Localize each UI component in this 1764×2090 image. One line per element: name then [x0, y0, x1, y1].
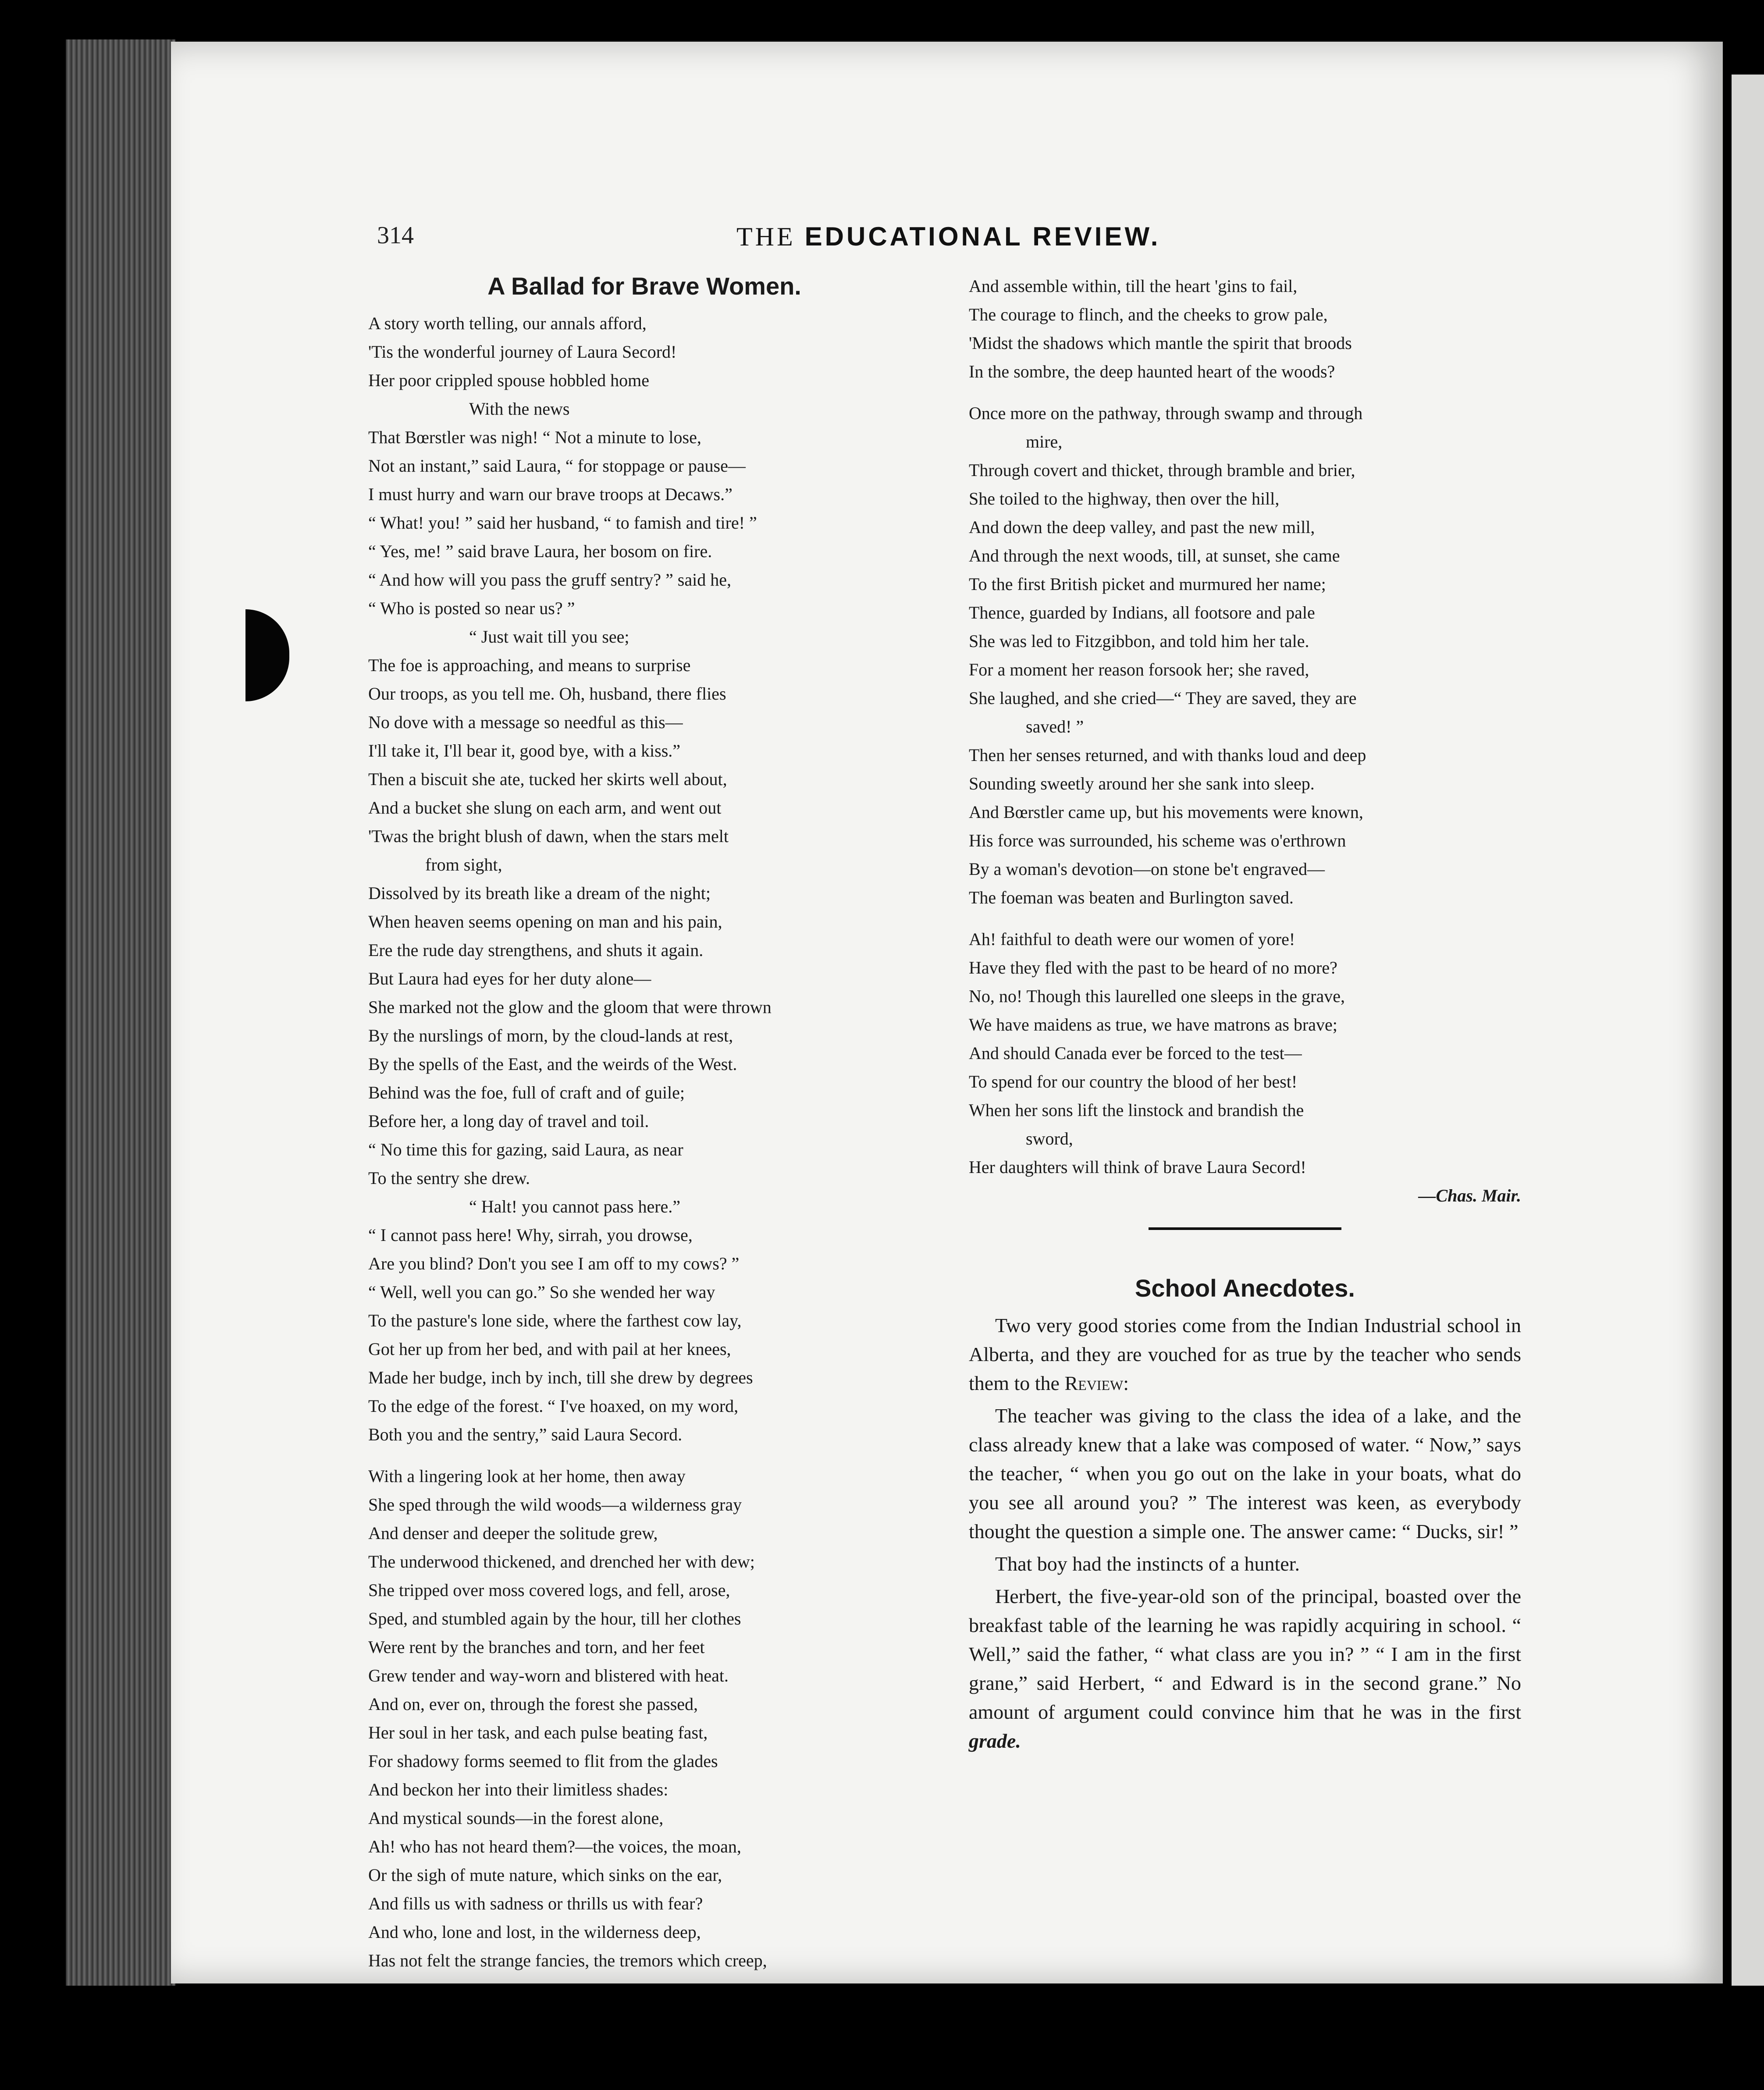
poem-line: She marked not the glow and the gloom that were thrown	[368, 997, 772, 1017]
poem-line: With the news	[469, 399, 570, 419]
poem-line: And assemble within, till the heart 'gins to fail,	[969, 276, 1298, 296]
running-title	[736, 221, 1160, 252]
book-page-edges	[66, 39, 175, 1986]
poem-line: Ere the rude day strengthens, and shuts it again.	[368, 940, 704, 960]
poem-line: Through covert and thicket, through bramble and brier,	[969, 460, 1355, 480]
anecdotes-intro-text: Two very good stories come from the Indian Industrial school in Alberta, and they are vouched for as true by the teacher who sends them to the	[969, 1314, 1521, 1394]
poem-line: That Bœrstler was nigh! “ Not a minute to lose,	[368, 427, 701, 447]
right-column	[969, 272, 1521, 1759]
review-smallcaps: Review	[1064, 1372, 1124, 1394]
poem-line: And fills us with sadness or thrills us with fear?	[368, 1894, 703, 1913]
ballad-title: A Ballad for Brave Women.	[487, 272, 801, 300]
poem-line: For shadowy forms seemed to flit from the glades	[368, 1751, 718, 1771]
poem-line: “ Just wait till you see;	[469, 627, 629, 647]
poem-line: from sight,	[425, 855, 502, 874]
poem-line: “ Who is posted so near us? ”	[368, 598, 575, 618]
poem-line: By a woman's devotion—on stone be't engraved—	[969, 859, 1325, 879]
poem-line: Ah! faithful to death were our women of yore!	[969, 929, 1295, 949]
poem-line: Were rent by the branches and torn, and her feet	[368, 1637, 705, 1657]
stanza-gap	[969, 386, 1521, 399]
page-number: 314	[377, 222, 414, 249]
poem-line: And denser and deeper the solitude grew,	[368, 1523, 658, 1543]
poem-line: And Bœrstler came up, but his movements were known,	[969, 802, 1363, 822]
anecdote-grade	[969, 1582, 1521, 1756]
poem-line: “ And how will you pass the gruff sentry? ” said he,	[368, 570, 731, 590]
poem-line: “ What! you! ” said her husband, “ to famish and tire! ”	[368, 513, 757, 533]
poem-line: She tripped over moss covered logs, and fell, arose,	[368, 1580, 730, 1600]
poem-line: Behind was the foe, full of craft and of guile;	[368, 1083, 685, 1102]
poem-line: 'Tis the wonderful journey of Laura Secord!	[368, 342, 677, 362]
poem-line: But Laura had eyes for her duty alone—	[368, 969, 651, 988]
poem-line: I'll take it, I'll bear it, good bye, with a kiss.”	[368, 741, 681, 761]
poem-line: The foeman was beaten and Burlington saved.	[969, 888, 1294, 907]
poem-line: And through the next woods, till, at sunset, she came	[969, 546, 1340, 565]
poem-line: Before her, a long day of travel and toil.	[368, 1111, 649, 1131]
poem-line: Then a biscuit she ate, tucked her skirts well about,	[368, 769, 727, 789]
poem-line: She was led to Fitzgibbon, and told him her tale.	[969, 631, 1309, 651]
poem-line: To the first British picket and murmured her name;	[969, 574, 1326, 594]
poem-line: And a bucket she slung on each arm, and went out	[368, 798, 722, 818]
anecdote-grade-text: Herbert, the five-year-old son of the principal, boasted over the breakfast table of the learning he was rapidly acquiring in school. “ Well,” said the father, “ what class are you in? ” “ I am in the first grane,” said Herbert, “ and Edward is in the second grane.” No amount of argument could convince him that he was in the first	[969, 1585, 1521, 1723]
poem-line: Her daughters will think of brave Laura Secord!	[969, 1157, 1306, 1177]
poem-line: She laughed, and she cried—“ They are saved, they are	[969, 688, 1357, 708]
poem-line: We have maidens as true, we have matrons as brave;	[969, 1015, 1337, 1034]
poem-line: “ Well, well you can go.” So she wended her way	[368, 1282, 715, 1302]
poem-line: Once more on the pathway, through swamp and through	[969, 403, 1363, 423]
poem-line: When her sons lift the linstock and brandish the	[969, 1100, 1304, 1120]
poem-line: Or the sigh of mute nature, which sinks on the ear,	[368, 1865, 722, 1885]
poem-line: Her poor crippled spouse hobbled home	[368, 370, 649, 390]
poem-line: Grew tender and way-worn and blistered with heat.	[368, 1666, 729, 1685]
poem-line: A story worth telling, our annals afford,	[368, 313, 647, 333]
anecdotes-title: School Anecdotes.	[1135, 1274, 1355, 1302]
poem-line: The courage to flinch, and the cheeks to grow pale,	[969, 305, 1328, 324]
poem-line: To the pasture's lone side, where the farthest cow lay,	[368, 1311, 742, 1330]
poem-line: “ Halt! you cannot pass here.”	[469, 1197, 681, 1216]
anecdote-grade-italic: grade.	[969, 1730, 1021, 1752]
anecdotes-intro-end: :	[1123, 1372, 1129, 1394]
section-divider	[1149, 1227, 1341, 1230]
poem-line: Dissolved by its breath like a dream of the night;	[368, 883, 711, 903]
poem-line: Has not felt the strange fancies, the tremors which creep,	[368, 1951, 767, 1970]
stanza-gap	[969, 912, 1521, 925]
poem-line: Got her up from her bed, and with pail at her knees,	[368, 1339, 731, 1359]
poem-line: “ I cannot pass here! Why, sirrah, you drowse,	[368, 1225, 693, 1245]
ballad-poem-right	[969, 272, 1521, 1181]
anecdotes-intro	[969, 1311, 1521, 1398]
poem-line: Thence, guarded by Indians, all footsore and pale	[969, 603, 1315, 622]
poem-line: No dove with a message so needful as this—	[368, 712, 683, 732]
poem-line: sword,	[1026, 1129, 1073, 1148]
running-title-prefix: THE	[736, 222, 805, 251]
poem-line: To the edge of the forest. “ I've hoaxed, on my word,	[368, 1396, 739, 1416]
poem-line: To spend for our country the blood of her best!	[969, 1072, 1298, 1091]
poem-line: saved! ”	[1026, 717, 1084, 736]
poem-line: Our troops, as you tell me. Oh, husband, there flies	[368, 684, 726, 704]
poem-line: She toiled to the highway, then over the hill,	[969, 489, 1280, 508]
poem-line: And down the deep valley, and past the new mill,	[969, 517, 1315, 537]
poem-line: Ah! who has not heard them?—the voices, the moan,	[368, 1837, 741, 1856]
poem-line: I must hurry and warn our brave troops at Decaws.”	[368, 484, 733, 504]
poem-line: “ No time this for gazing, said Laura, as near	[368, 1140, 683, 1159]
poem-line: And should Canada ever be forced to the test—	[969, 1043, 1302, 1063]
ballad-poem-left	[368, 309, 921, 1975]
page-header	[377, 221, 1197, 261]
poem-line: The underwood thickened, and drenched her with dew;	[368, 1552, 755, 1571]
running-title-main: EDUCATIONAL REVIEW.	[804, 222, 1161, 251]
poem-line: By the spells of the East, and the weirds of the West.	[368, 1054, 737, 1074]
poem-line: His force was surrounded, his scheme was o'erthrown	[969, 831, 1346, 850]
poem-line: For a moment her reason forsook her; she raved,	[969, 660, 1309, 679]
poem-line: Are you blind? Don't you see I am off to my cows? ”	[368, 1254, 740, 1273]
poem-line: 'Twas the bright blush of dawn, when the stars melt	[368, 826, 729, 846]
poem-line: By the nurslings of morn, by the cloud-lands at rest,	[368, 1026, 733, 1045]
stanza-gap	[368, 1449, 921, 1462]
poem-line: The foe is approaching, and means to surprise	[368, 655, 691, 675]
poem-line: “ Yes, me! ” said brave Laura, her bosom on fire.	[368, 541, 712, 561]
poem-line: Not an instant,” said Laura, “ for stoppage or pause—	[368, 456, 746, 476]
poem-line: 'Midst the shadows which mantle the spirit that broods	[969, 333, 1352, 353]
poem-line: And who, lone and lost, in the wilderness deep,	[368, 1922, 701, 1942]
poem-line: Made her budge, inch by inch, till she drew by degrees	[368, 1368, 753, 1387]
ballad-signature: —Chas. Mair.	[1418, 1186, 1521, 1205]
poem-line: Sped, and stumbled again by the hour, till her clothes	[368, 1609, 741, 1628]
facing-page-edge	[1732, 75, 1764, 1986]
poem-line: With a lingering look at her home, then away	[368, 1466, 686, 1486]
poem-line: And mystical sounds—in the forest alone,	[368, 1808, 664, 1828]
poem-line: Her soul in her task, and each pulse beating fast,	[368, 1723, 708, 1742]
poem-line: Sounding sweetly around her she sank into sleep.	[969, 774, 1315, 793]
poem-line: She sped through the wild woods—a wilderness gray	[368, 1495, 742, 1514]
poem-line: Have they fled with the past to be heard of no more?	[969, 958, 1337, 977]
left-column	[368, 272, 921, 1975]
poem-line: And on, ever on, through the forest she passed,	[368, 1694, 698, 1714]
poem-line: When heaven seems opening on man and his pain,	[368, 912, 722, 931]
poem-line: And beckon her into their limitless shades:	[368, 1780, 669, 1799]
poem-line: To the sentry she drew.	[368, 1168, 530, 1188]
anecdote-hunter: That boy had the instincts of a hunter.	[995, 1553, 1300, 1575]
anecdote-lake: The teacher was giving to the class the idea of a lake, and the class already knew that a lake was composed of water. “ Now,” says the teacher, “ when you go out on the lake in your boats, what do you see all around you? ” The interest was keen, as everybody thought the question a simple one. The answer came: “ Ducks, sir! ”	[969, 1404, 1521, 1543]
poem-line: mire,	[1026, 432, 1063, 451]
poem-line: No, no! Though this laurelled one sleeps in the grave,	[969, 986, 1345, 1006]
poem-line: In the sombre, the deep haunted heart of the woods?	[969, 362, 1335, 381]
poem-line: Then her senses returned, and with thanks loud and deep	[969, 745, 1366, 765]
poem-line: Both you and the sentry,” said Laura Secord.	[368, 1425, 683, 1444]
